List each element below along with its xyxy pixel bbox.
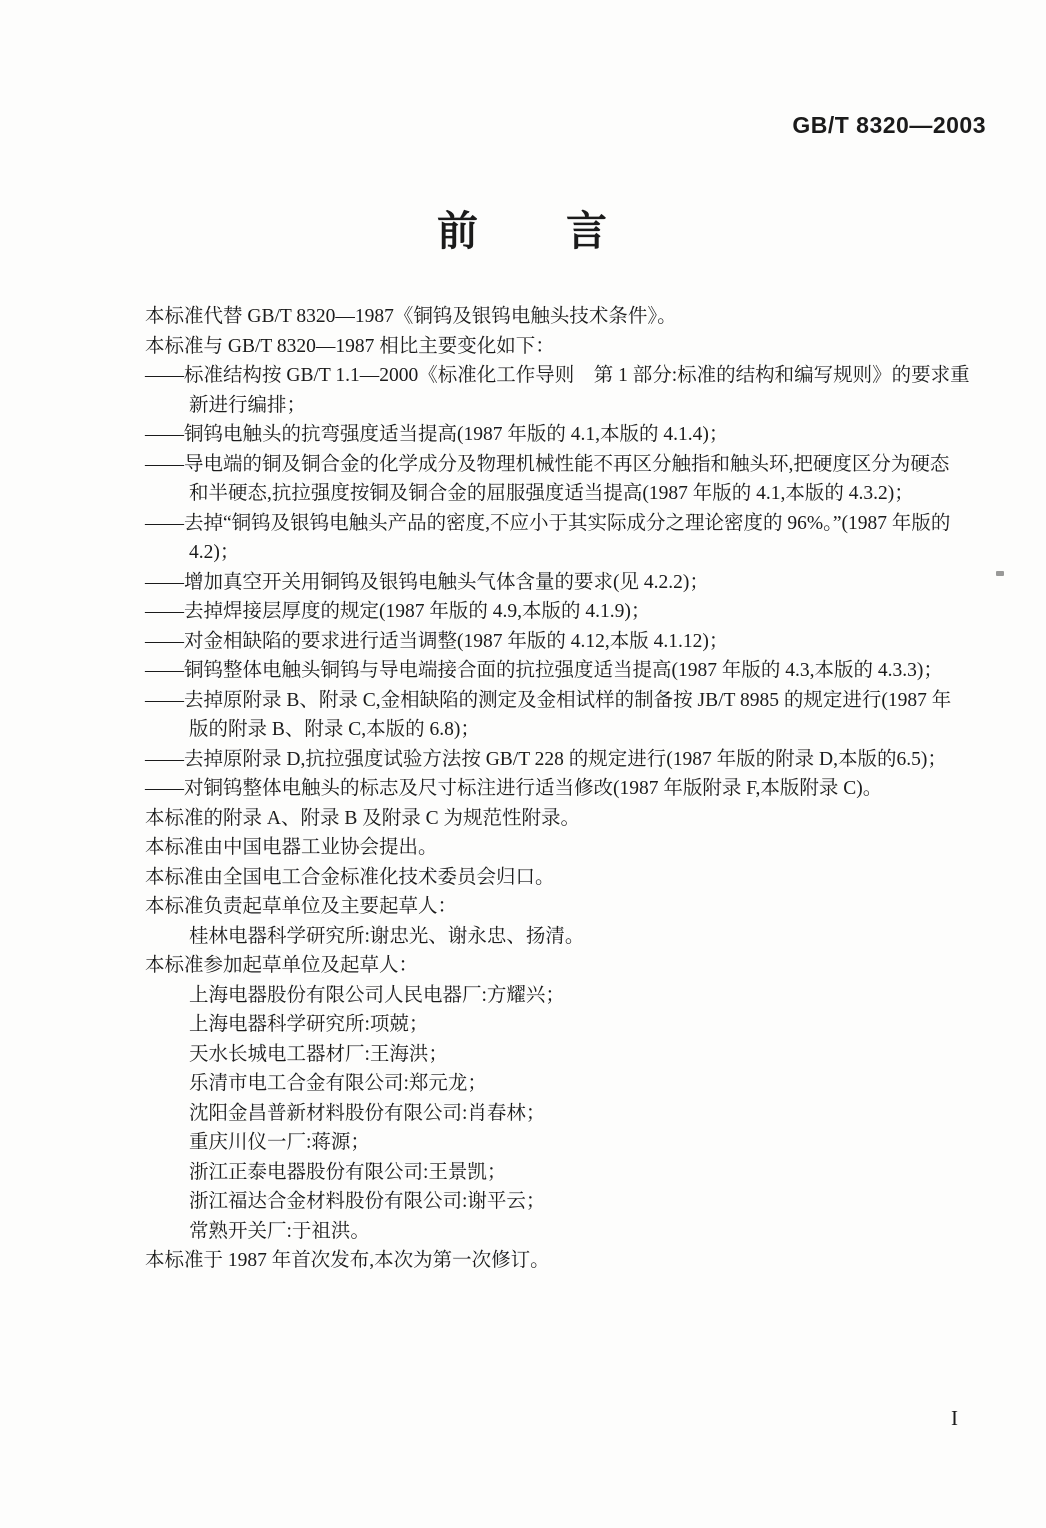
text-line-para: 本标准与 GB/T 8320—1987 相比主要变化如下： <box>145 335 555 357</box>
text-line-cont: 和半硬态,抗拉强度按铜及铜合金的屈服强度适当提高(1987 年版的 4.1,本版的 4.3.2)； <box>189 483 914 504</box>
text-line-para: 本标准由中国电器工业协会提出。 <box>145 837 438 858</box>
text-line-para: 本标准参加起草单位及起草人： <box>145 955 419 976</box>
page-title: 前 言 <box>437 208 609 254</box>
text-line-dash: ——对铜钨整体电触头的标志及尺寸标注进行适当修改(1987 年版附录 F,本版附录 C)。 <box>145 778 883 799</box>
text-line-name: 上海电器科学研究所:项兢； <box>189 1014 429 1035</box>
text-line-name: 天水长城电工器材厂:王海洪； <box>189 1043 448 1065</box>
text-line-para: 本标准由全国电工合金标准化技术委员会归口。 <box>145 866 555 888</box>
text-line-dash: ——导电端的铜及铜合金的化学成分及物理机械性能不再区分触指和触头环,把硬度区分为硬态 <box>145 453 950 475</box>
text-line-dash: ——对金相缺陷的要求进行适当调整(1987 年版的 4.12,本版 4.1.12)； <box>145 630 729 652</box>
text-line-name: 桂林电器科学研究所:谢忠光、谢永忠、扬清。 <box>189 925 585 947</box>
text-line-cont: 4.2)； <box>189 542 240 563</box>
text-line-para: 本标准负责起草单位及主要起草人： <box>145 896 458 917</box>
text-line-cont: 版的附录 B、附录 C,本版的 6.8)； <box>189 719 480 740</box>
text-line-para: 本标准的附录 A、附录 B 及附录 C 为规范性附录。 <box>145 807 580 829</box>
text-line-dash: ——增加真空开关用铜钨及银钨电触头气体含量的要求(见 4.2.2)； <box>145 571 709 593</box>
foreword-body <box>145 302 1000 1276</box>
text-line-dash: ——铜钨电触头的抗弯强度适当提高(1987 年版的 4.1,本版的 4.1.4)； <box>145 424 729 445</box>
text-line-name: 乐清市电工合金有限公司:郑元龙； <box>189 1073 487 1094</box>
text-line-name: 浙江福达合金材料股份有限公司:谢平云； <box>189 1191 546 1212</box>
text-line-name: 常熟开关厂:于祖洪。 <box>189 1220 370 1242</box>
text-line-dash: ——标准结构按 GB/T 1.1—2000《标准化工作导则 第 1 部分:标准的结构和编写规则》的要求重 <box>145 365 970 386</box>
text-line-name: 重庆川仪一厂:蒋源； <box>189 1132 370 1153</box>
scan-artifact-mark <box>996 571 1004 576</box>
standard-code: GB/T 8320—2003 <box>792 112 986 138</box>
page-number: I <box>951 1406 958 1430</box>
text-line-dash: ——去掉原附录 B、附录 C,金相缺陷的测定及金相试样的制备按 JB/T 8985 的规定进行(1987 年 <box>145 689 952 711</box>
text-line-name: 浙江正泰电器股份有限公司:王景凯； <box>189 1161 507 1183</box>
text-line-para: 本标准于 1987 年首次发布,本次为第一次修订。 <box>145 1250 550 1271</box>
text-line-dash: ——铜钨整体电触头铜钨与导电端接合面的抗拉强度适当提高(1987 年版的 4.3,本版的 4.3.3)； <box>145 660 943 681</box>
text-line-para: 本标准代替 GB/T 8320—1987《铜钨及银钨电触头技术条件》。 <box>145 306 677 327</box>
text-line-name: 上海电器股份有限公司人民电器厂:方耀兴； <box>189 984 565 1006</box>
text-line-dash: ——去掉焊接层厚度的规定(1987 年版的 4.9,本版的 4.1.9)； <box>145 601 651 622</box>
text-line-dash: ——去掉原附录 D,抗拉强度试验方法按 GB/T 228 的规定进行(1987 年版的附录 D,本版的6.5)； <box>145 748 947 770</box>
text-line-cont: 新进行编排； <box>189 394 307 416</box>
text-line-name: 沈阳金昌普新材料股份有限公司:肖春林； <box>189 1102 546 1124</box>
text-line-dash: ——去掉“铜钨及银钨电触头产品的密度,不应小于其实际成分之理论密度的 96%。”(1987 年版的 <box>145 512 951 534</box>
